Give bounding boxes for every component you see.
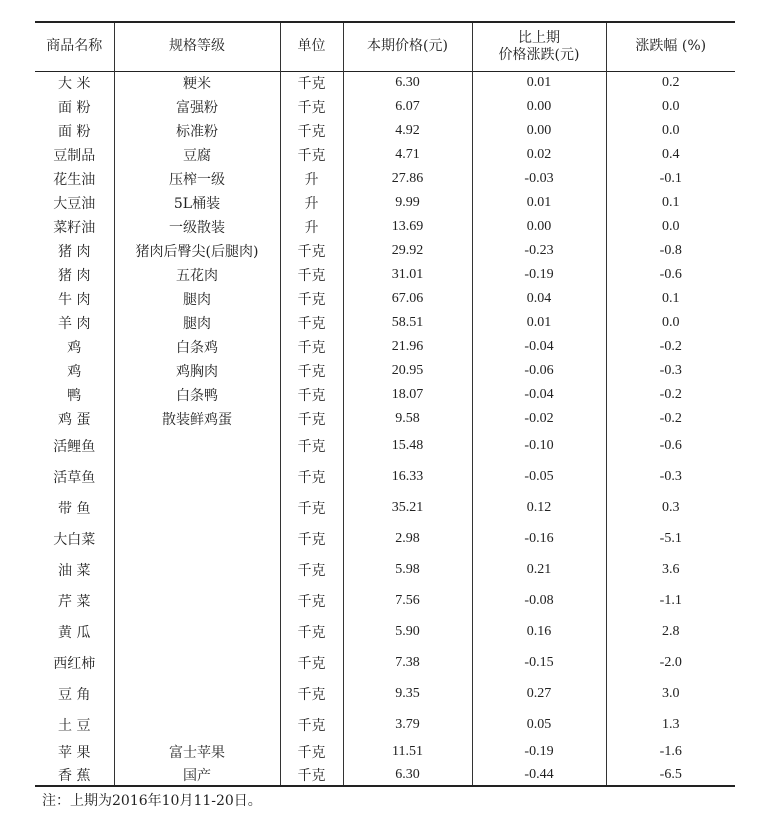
cell-spec-grade: 腿肉 <box>114 287 280 311</box>
table-row <box>35 71 735 95</box>
cell-price-change: 0.00 <box>472 95 606 119</box>
cell-unit: 千克 <box>280 764 343 786</box>
cell-change-percent: 0.1 <box>606 287 735 311</box>
cell-change-percent: -6.5 <box>606 764 735 786</box>
table-row <box>35 215 735 239</box>
cell-change-percent: 0.2 <box>606 71 735 95</box>
footnote: 注：上期为2016年10月11-20日。 <box>42 793 262 809</box>
cell-price-change: 0.21 <box>472 554 606 585</box>
cell-price-change: 0.01 <box>472 311 606 335</box>
cell-current-price: 15.48 <box>343 431 472 461</box>
cell-current-price: 7.38 <box>343 647 472 678</box>
cell-price-change: -0.44 <box>472 764 606 786</box>
cell-spec-grade <box>114 709 280 740</box>
cell-spec-grade: 5L桶装 <box>114 191 280 215</box>
cell-unit: 千克 <box>280 95 343 119</box>
cell-unit: 千克 <box>280 740 343 764</box>
cell-spec-grade <box>114 554 280 585</box>
cell-product-name: 活草鱼 <box>35 461 114 492</box>
cell-spec-grade: 腿肉 <box>114 311 280 335</box>
cell-product-name: 面 粉 <box>35 119 114 143</box>
table-row <box>35 383 735 407</box>
cell-spec-grade: 白条鸡 <box>114 335 280 359</box>
cell-change-percent: 0.0 <box>606 119 735 143</box>
header-product-name: 商品名称 <box>35 22 114 71</box>
cell-spec-grade: 一级散装 <box>114 215 280 239</box>
cell-current-price: 11.51 <box>343 740 472 764</box>
cell-product-name: 芹 菜 <box>35 585 114 616</box>
cell-current-price: 3.79 <box>343 709 472 740</box>
cell-price-change: -0.04 <box>472 383 606 407</box>
cell-current-price: 6.30 <box>343 764 472 786</box>
cell-spec-grade <box>114 431 280 461</box>
table-row <box>35 461 735 492</box>
cell-current-price: 58.51 <box>343 311 472 335</box>
cell-product-name: 豆制品 <box>35 143 114 167</box>
cell-product-name: 香 蕉 <box>35 764 114 786</box>
cell-unit: 千克 <box>280 335 343 359</box>
table-row <box>35 191 735 215</box>
cell-unit: 千克 <box>280 311 343 335</box>
cell-price-change: 0.05 <box>472 709 606 740</box>
cell-spec-grade: 标准粉 <box>114 119 280 143</box>
cell-price-change: 0.27 <box>472 678 606 709</box>
cell-unit: 千克 <box>280 554 343 585</box>
cell-unit: 升 <box>280 191 343 215</box>
cell-unit: 千克 <box>280 383 343 407</box>
cell-price-change: 0.02 <box>472 143 606 167</box>
cell-spec-grade: 白条鸭 <box>114 383 280 407</box>
cell-change-percent: 0.3 <box>606 492 735 523</box>
cell-unit: 千克 <box>280 263 343 287</box>
cell-product-name: 鸭 <box>35 383 114 407</box>
cell-change-percent: 0.0 <box>606 215 735 239</box>
table-row <box>35 335 735 359</box>
cell-product-name: 牛 肉 <box>35 287 114 311</box>
cell-change-percent: 3.0 <box>606 678 735 709</box>
cell-product-name: 带 鱼 <box>35 492 114 523</box>
cell-spec-grade: 鸡胸肉 <box>114 359 280 383</box>
cell-product-name: 黄 瓜 <box>35 616 114 647</box>
cell-product-name: 西红柿 <box>35 647 114 678</box>
cell-unit: 千克 <box>280 678 343 709</box>
table-row <box>35 407 735 431</box>
table-row <box>35 287 735 311</box>
cell-unit: 千克 <box>280 407 343 431</box>
cell-spec-grade: 国产 <box>114 764 280 786</box>
cell-change-percent: -0.8 <box>606 239 735 263</box>
header-current-price: 本期价格(元) <box>343 22 472 71</box>
cell-change-percent: -2.0 <box>606 647 735 678</box>
cell-price-change: 0.12 <box>472 492 606 523</box>
cell-unit: 千克 <box>280 492 343 523</box>
cell-spec-grade <box>114 461 280 492</box>
cell-current-price: 31.01 <box>343 263 472 287</box>
table-row <box>35 647 735 678</box>
cell-price-change: -0.03 <box>472 167 606 191</box>
cell-current-price: 4.92 <box>343 119 472 143</box>
table-row <box>35 616 735 647</box>
cell-price-change: -0.02 <box>472 407 606 431</box>
table-row <box>35 764 735 786</box>
cell-current-price: 29.92 <box>343 239 472 263</box>
cell-unit: 千克 <box>280 709 343 740</box>
cell-product-name: 豆 角 <box>35 678 114 709</box>
header-price-change <box>472 22 606 71</box>
header-change-percent: 涨跌幅 (%) <box>606 22 735 71</box>
cell-product-name: 鸡 <box>35 335 114 359</box>
cell-product-name: 猪 肉 <box>35 263 114 287</box>
cell-spec-grade: 散装鲜鸡蛋 <box>114 407 280 431</box>
cell-spec-grade: 猪肉后臀尖(后腿肉) <box>114 239 280 263</box>
cell-product-name: 土 豆 <box>35 709 114 740</box>
cell-unit: 千克 <box>280 431 343 461</box>
cell-product-name: 油 菜 <box>35 554 114 585</box>
cell-product-name: 羊 肉 <box>35 311 114 335</box>
cell-current-price: 21.96 <box>343 335 472 359</box>
table-row <box>35 143 735 167</box>
cell-spec-grade: 粳米 <box>114 71 280 95</box>
cell-price-change: -0.10 <box>472 431 606 461</box>
cell-unit: 千克 <box>280 239 343 263</box>
cell-price-change: 0.00 <box>472 119 606 143</box>
cell-change-percent: -1.6 <box>606 740 735 764</box>
price-table <box>35 21 735 787</box>
cell-price-change: -0.06 <box>472 359 606 383</box>
table-row <box>35 95 735 119</box>
cell-current-price: 20.95 <box>343 359 472 383</box>
cell-product-name: 菜籽油 <box>35 215 114 239</box>
cell-change-percent: -0.6 <box>606 431 735 461</box>
cell-change-percent: -0.1 <box>606 167 735 191</box>
cell-current-price: 7.56 <box>343 585 472 616</box>
cell-change-percent: -0.2 <box>606 407 735 431</box>
cell-product-name: 大 米 <box>35 71 114 95</box>
cell-unit: 升 <box>280 215 343 239</box>
cell-product-name: 大白菜 <box>35 523 114 554</box>
cell-spec-grade <box>114 585 280 616</box>
cell-price-change: 0.01 <box>472 191 606 215</box>
cell-spec-grade <box>114 523 280 554</box>
cell-current-price: 13.69 <box>343 215 472 239</box>
table-row <box>35 239 735 263</box>
table-row <box>35 431 735 461</box>
table-row <box>35 311 735 335</box>
cell-change-percent: -0.6 <box>606 263 735 287</box>
cell-current-price: 4.71 <box>343 143 472 167</box>
cell-product-name: 猪 肉 <box>35 239 114 263</box>
cell-spec-grade: 富士苹果 <box>114 740 280 764</box>
cell-price-change: 0.01 <box>472 71 606 95</box>
cell-price-change: 0.00 <box>472 215 606 239</box>
cell-product-name: 面 粉 <box>35 95 114 119</box>
header-price-change-line1: 比上期 <box>518 29 560 46</box>
cell-change-percent: 1.3 <box>606 709 735 740</box>
cell-product-name: 苹 果 <box>35 740 114 764</box>
cell-product-name: 花生油 <box>35 167 114 191</box>
cell-change-percent: -1.1 <box>606 585 735 616</box>
table-row <box>35 359 735 383</box>
cell-spec-grade: 压榨一级 <box>114 167 280 191</box>
cell-product-name: 鸡 <box>35 359 114 383</box>
cell-current-price: 9.58 <box>343 407 472 431</box>
table-row <box>35 523 735 554</box>
cell-price-change: -0.08 <box>472 585 606 616</box>
cell-current-price: 9.99 <box>343 191 472 215</box>
table-row <box>35 263 735 287</box>
table-row <box>35 709 735 740</box>
cell-price-change: -0.04 <box>472 335 606 359</box>
table-body <box>35 71 735 786</box>
cell-price-change: -0.15 <box>472 647 606 678</box>
table-row <box>35 678 735 709</box>
table-row <box>35 740 735 764</box>
cell-current-price: 2.98 <box>343 523 472 554</box>
header-spec-grade: 规格等级 <box>114 22 280 71</box>
cell-current-price: 35.21 <box>343 492 472 523</box>
cell-unit: 千克 <box>280 143 343 167</box>
cell-product-name: 鸡 蛋 <box>35 407 114 431</box>
cell-change-percent: 0.4 <box>606 143 735 167</box>
cell-price-change: -0.05 <box>472 461 606 492</box>
table-row <box>35 167 735 191</box>
header-row <box>35 22 735 71</box>
cell-unit: 千克 <box>280 359 343 383</box>
cell-current-price: 27.86 <box>343 167 472 191</box>
cell-change-percent: -0.3 <box>606 359 735 383</box>
cell-current-price: 6.30 <box>343 71 472 95</box>
cell-current-price: 67.06 <box>343 287 472 311</box>
cell-unit: 千克 <box>280 461 343 492</box>
cell-unit: 千克 <box>280 523 343 554</box>
cell-change-percent: -0.3 <box>606 461 735 492</box>
cell-unit: 升 <box>280 167 343 191</box>
cell-current-price: 16.33 <box>343 461 472 492</box>
cell-product-name: 活鲤鱼 <box>35 431 114 461</box>
cell-price-change: -0.19 <box>472 740 606 764</box>
cell-unit: 千克 <box>280 287 343 311</box>
cell-unit: 千克 <box>280 71 343 95</box>
cell-spec-grade <box>114 616 280 647</box>
cell-change-percent: 0.0 <box>606 311 735 335</box>
cell-unit: 千克 <box>280 119 343 143</box>
cell-unit: 千克 <box>280 585 343 616</box>
cell-spec-grade: 五花肉 <box>114 263 280 287</box>
cell-spec-grade: 豆腐 <box>114 143 280 167</box>
cell-change-percent: -5.1 <box>606 523 735 554</box>
cell-change-percent: 3.6 <box>606 554 735 585</box>
table-row <box>35 585 735 616</box>
cell-change-percent: -0.2 <box>606 335 735 359</box>
cell-current-price: 5.90 <box>343 616 472 647</box>
header-unit: 单位 <box>280 22 343 71</box>
cell-change-percent: 2.8 <box>606 616 735 647</box>
table-row <box>35 492 735 523</box>
cell-spec-grade <box>114 492 280 523</box>
cell-unit: 千克 <box>280 616 343 647</box>
cell-price-change: -0.19 <box>472 263 606 287</box>
cell-product-name: 大豆油 <box>35 191 114 215</box>
cell-current-price: 6.07 <box>343 95 472 119</box>
cell-spec-grade: 富强粉 <box>114 95 280 119</box>
header-price-change-line2: 价格涨跌(元) <box>498 46 580 63</box>
cell-current-price: 18.07 <box>343 383 472 407</box>
cell-change-percent: 0.1 <box>606 191 735 215</box>
cell-price-change: 0.16 <box>472 616 606 647</box>
cell-price-change: -0.23 <box>472 239 606 263</box>
cell-spec-grade <box>114 678 280 709</box>
cell-change-percent: -0.2 <box>606 383 735 407</box>
cell-price-change: -0.16 <box>472 523 606 554</box>
cell-current-price: 9.35 <box>343 678 472 709</box>
cell-unit: 千克 <box>280 647 343 678</box>
cell-price-change: 0.04 <box>472 287 606 311</box>
cell-current-price: 5.98 <box>343 554 472 585</box>
table-row <box>35 119 735 143</box>
cell-spec-grade <box>114 647 280 678</box>
table-row <box>35 554 735 585</box>
cell-change-percent: 0.0 <box>606 95 735 119</box>
